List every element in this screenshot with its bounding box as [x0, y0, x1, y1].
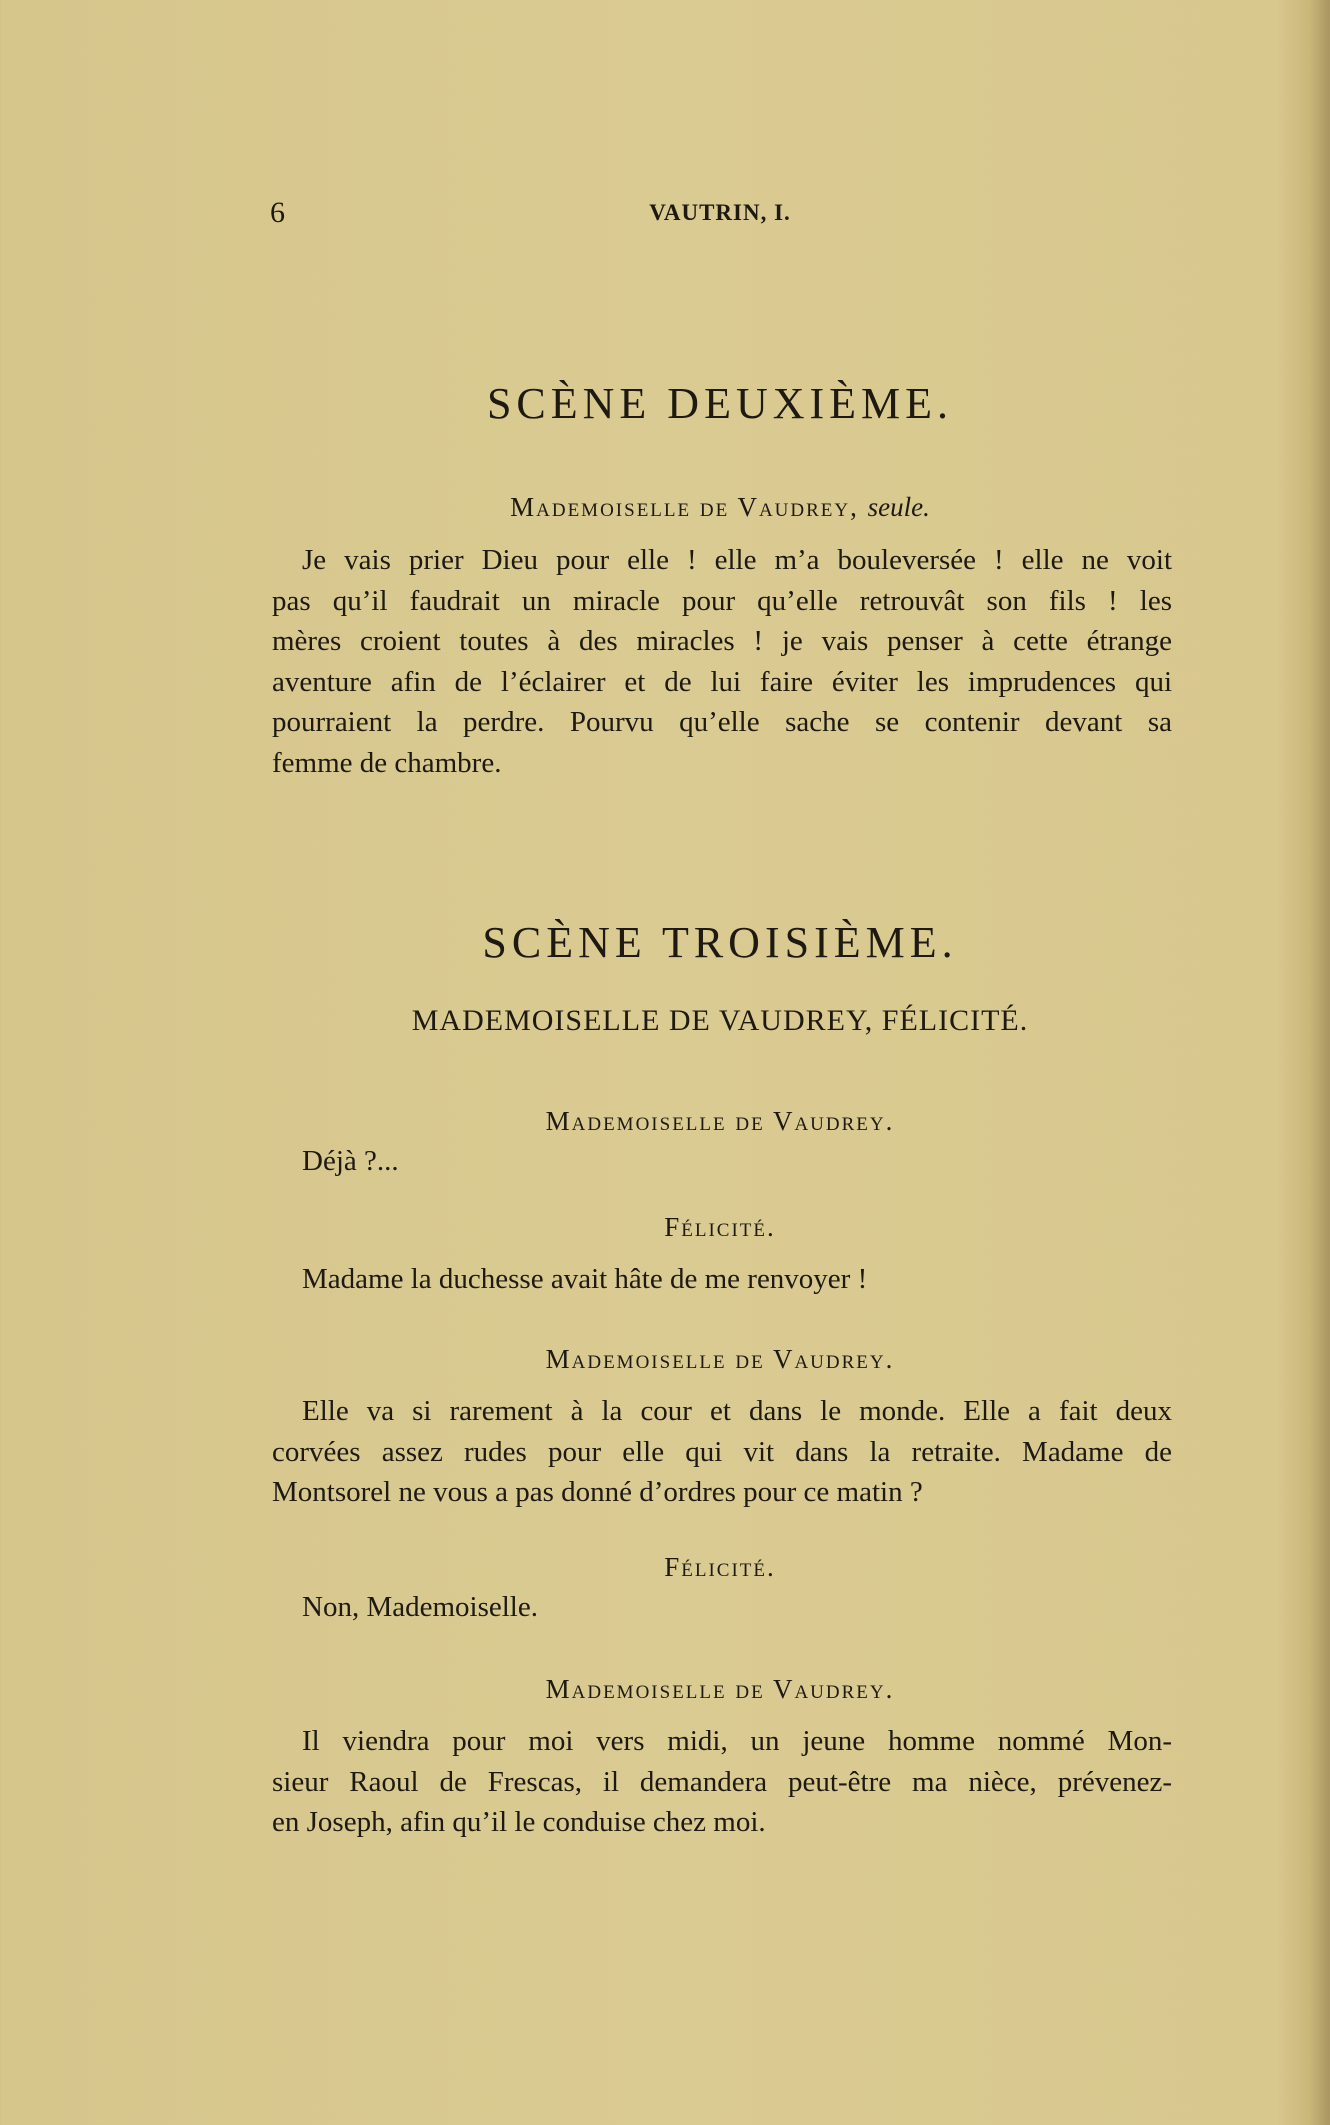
- page-number: 6: [270, 196, 285, 229]
- text-line: en Joseph, afin qu’il le conduise chez moi.: [272, 1806, 766, 1839]
- running-title: VAUTRIN, I.: [649, 200, 791, 225]
- text-line: femme de chambre.: [272, 746, 502, 779]
- speaker-heading: Mademoiselle de Vaudrey.: [545, 1106, 895, 1136]
- text-line: sieur Raoul de Frescas, il demandera peut-être ma nièce, prévenez-: [272, 1765, 1172, 1798]
- text-line: pourraient la perdre. Pourvu qu’elle sache se contenir devant sa: [272, 706, 1172, 739]
- text-line: Il viendra pour moi vers midi, un jeune homme nommé Mon-: [302, 1725, 1172, 1757]
- speaker-heading: [0, 492, 1330, 523]
- dialogue-line: Madame la duchesse avait hâte de me renvoyer !: [302, 1263, 868, 1295]
- scene-title: SCÈNE TROISIÈME.: [482, 918, 958, 967]
- speaker-heading: Félicité.: [664, 1212, 776, 1242]
- text-line: Montsorel ne vous a pas donné d’ordres pour ce matin ?: [272, 1476, 923, 1509]
- paragraph: [272, 540, 1172, 784]
- text-line: mères croient toutes à des miracles ! je vais penser à cette étrange: [272, 625, 1172, 658]
- speaker-heading: Mademoiselle de Vaudrey.: [545, 1344, 895, 1374]
- characters-list: MADEMOISELLE DE VAUDREY, FÉLICITÉ.: [411, 1004, 1029, 1037]
- speaker-heading: Félicité.: [664, 1552, 776, 1582]
- text-line: aventure afin de l’éclairer et de lui faire éviter les imprudences qui: [272, 665, 1172, 698]
- text-line: corvées assez rudes pour elle qui vit dans la retraite. Madame de: [272, 1435, 1172, 1468]
- text-line: pas qu’il faudrait un miracle pour qu’elle retrouvât son fils ! les: [272, 584, 1172, 617]
- text-line: Elle va si rarement à la cour et dans le monde. Elle a fait deux: [302, 1395, 1172, 1427]
- dialogue-line: Non, Mademoiselle.: [302, 1591, 538, 1623]
- speaker-heading: Mademoiselle de Vaudrey.: [545, 1674, 895, 1704]
- speaker-name: Mademoiselle de Vaudrey,: [510, 492, 859, 522]
- paragraph: [272, 1721, 1172, 1843]
- paragraph: [272, 1391, 1172, 1513]
- scene-title: SCÈNE DEUXIÈME.: [486, 379, 954, 428]
- stage-direction: seule.: [867, 492, 930, 522]
- dialogue-line: Déjà ?...: [302, 1145, 399, 1177]
- text-line: Je vais prier Dieu pour elle ! elle m’a bouleversée ! elle ne voit: [302, 544, 1172, 576]
